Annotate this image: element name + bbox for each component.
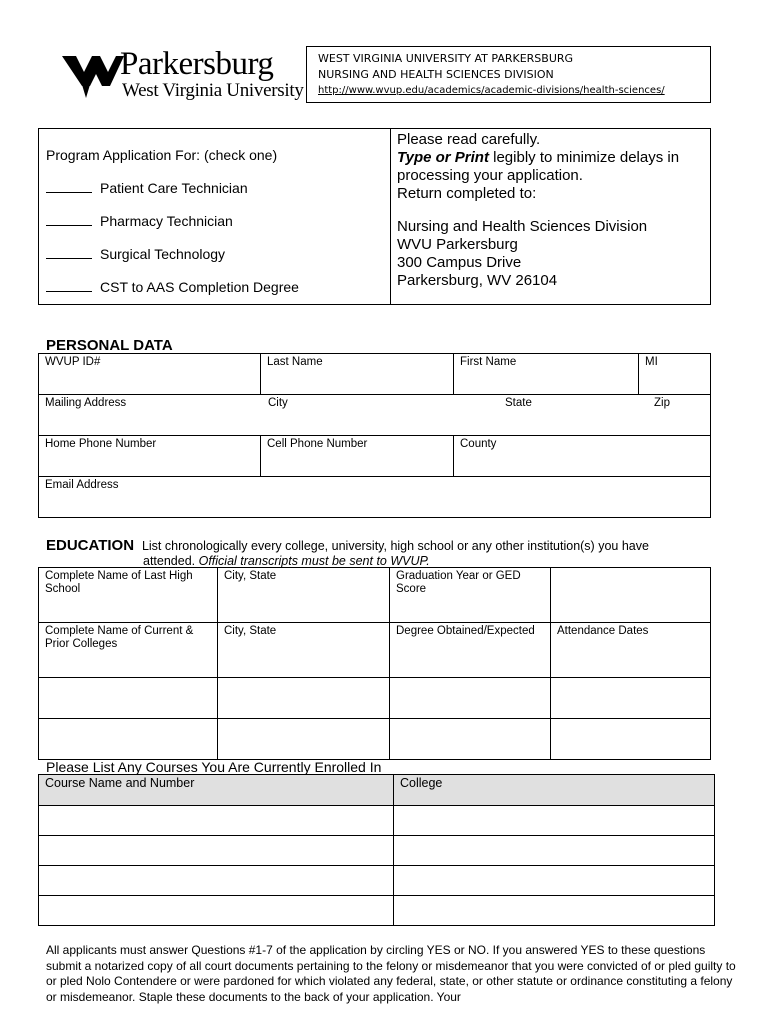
header-line-1: WEST VIRGINIA UNIVERSITY AT PARKERSBURG [318,52,574,65]
address-line-2: WVU Parkersburg [397,236,518,253]
course-cell[interactable] [39,806,394,836]
course-name-header [39,775,394,806]
instructions-line-1: Please read carefully. [397,131,541,148]
field-label: Degree Obtained/Expected [396,625,535,637]
email-field[interactable] [39,477,711,518]
check-blank[interactable] [46,215,92,226]
education-heading: EDUCATION [46,537,135,554]
college-name-header [39,623,218,678]
high-school-extra-field[interactable] [551,568,711,623]
program-option-1[interactable] [46,180,299,213]
course-cell[interactable] [394,806,715,836]
college-cell[interactable] [218,678,390,719]
course-cell[interactable] [39,866,394,896]
course-cell[interactable] [39,836,394,866]
college-cell[interactable] [390,719,551,760]
field-label: Cell Phone Number [267,438,368,450]
high-school-name-field[interactable] [39,568,218,623]
course-row [39,806,715,836]
state-label: State [505,397,532,409]
college-city-header [218,623,390,678]
legal-paragraph: All applicants must answer Questions #1-7 of the application by circling YES or NO. If you answered YES to these questions submit a notarized copy of all court documents pertaining to the felony or misdemeanor that you were convicted of or pled guilty to or pled Nolo Contendere or were pardoned for which violated any federal, state, or other statute or ordinance constituting a felony or misdemeanor. Staple these documents to the back of your application. Your [46,943,736,1004]
personal-data-heading: PERSONAL DATA [46,337,173,354]
column-label: College [400,776,443,790]
field-label: Complete Name of Last High School [45,570,193,595]
college-cell[interactable] [39,719,218,760]
county-field[interactable] [454,436,711,477]
college-row [39,719,711,760]
mailing-address-field[interactable] [39,395,711,436]
transcripts-note: Official transcripts must be sent to WVUP. [198,554,430,568]
courses-heading: Please List Any Courses You Are Currently Enrolled In [46,759,382,775]
field-label: Home Phone Number [45,438,157,450]
field-label: WVUP ID# [45,356,101,368]
college-row [39,678,711,719]
education-table [38,567,711,760]
program-option-4[interactable] [46,279,299,312]
college-header [394,775,715,806]
address-line-1: Nursing and Health Sciences Division [397,218,648,235]
last-name-field[interactable] [261,354,454,395]
field-label: Attendance Dates [557,625,649,637]
address-line-3: 300 Campus Drive [397,254,522,271]
field-label: First Name [460,356,517,368]
personal-data-table [38,353,711,518]
course-cell[interactable] [39,896,394,926]
field-label: Last Name [267,356,323,368]
header-url-link[interactable]: http://www.wvup.edu/academics/academic-divisions/health-sciences/ [318,85,665,96]
cell-phone-field[interactable] [261,436,454,477]
program-option-3[interactable] [46,246,299,279]
program-box [38,128,711,305]
high-school-city-field[interactable] [218,568,390,623]
field-label: Graduation Year or GED Score [396,570,521,595]
education-intro [46,537,649,554]
wvup-logo [62,48,302,108]
program-option-label: Pharmacy Technician [100,213,233,229]
program-title: Program Application For: (check one) [46,147,278,163]
wvup-id-field[interactable] [39,354,261,395]
zip-label: Zip [654,397,670,409]
field-label: County [460,438,497,450]
instructions-line-2-rest: legibly to minimize delays in [488,149,680,166]
attendance-dates-header [551,623,711,678]
college-cell[interactable] [551,719,711,760]
column-label: Course Name and Number [45,776,195,790]
course-row [39,866,715,896]
instructions [397,131,679,290]
courses-table [38,774,715,926]
college-cell[interactable] [390,678,551,719]
degree-header [390,623,551,678]
program-option-2[interactable] [46,213,299,246]
instructions-line-4: Return completed to: [397,185,537,202]
type-or-print-emphasis: Type or Print [397,149,489,166]
education-intro-line-2: attended. [143,554,199,568]
course-cell[interactable] [394,836,715,866]
logo-subtitle: West Virginia University [122,80,304,101]
check-blank[interactable] [46,281,92,292]
program-option-label: Surgical Technology [100,246,226,262]
field-label: Mailing Address [45,397,127,409]
field-label: MI [645,356,658,368]
instructions-line-2 [397,149,679,167]
header-box [306,46,711,103]
field-label: Email Address [45,479,119,491]
field-label: Complete Name of Current & Prior Colleges [45,625,194,650]
course-row [39,836,715,866]
header-line-2: NURSING AND HEALTH SCIENCES DIVISION [318,68,554,81]
education-intro-line-1: List chronologically every college, university, high school or any other institution(s) you have [141,539,649,553]
course-cell[interactable] [394,866,715,896]
field-label: City, State [224,625,277,637]
course-cell[interactable] [394,896,715,926]
college-cell[interactable] [39,678,218,719]
graduation-year-field[interactable] [390,568,551,623]
home-phone-field[interactable] [39,436,261,477]
program-option-label: CST to AAS Completion Degree [100,279,299,295]
logo-name: Parkersburg [120,46,274,82]
education-intro-2 [143,554,430,568]
mi-field[interactable] [639,354,711,395]
check-blank[interactable] [46,182,92,193]
address-line-4: Parkersburg, WV 26104 [397,272,558,289]
instructions-line-3: processing your application. [397,167,583,184]
course-row [39,896,715,926]
check-blank[interactable] [46,248,92,259]
first-name-field[interactable] [454,354,639,395]
college-cell[interactable] [551,678,711,719]
program-options [46,147,299,312]
program-option-label: Patient Care Technician [100,180,248,196]
field-label: City, State [224,570,277,582]
college-cell[interactable] [218,719,390,760]
city-label: City [268,397,288,409]
program-divider [390,129,391,304]
